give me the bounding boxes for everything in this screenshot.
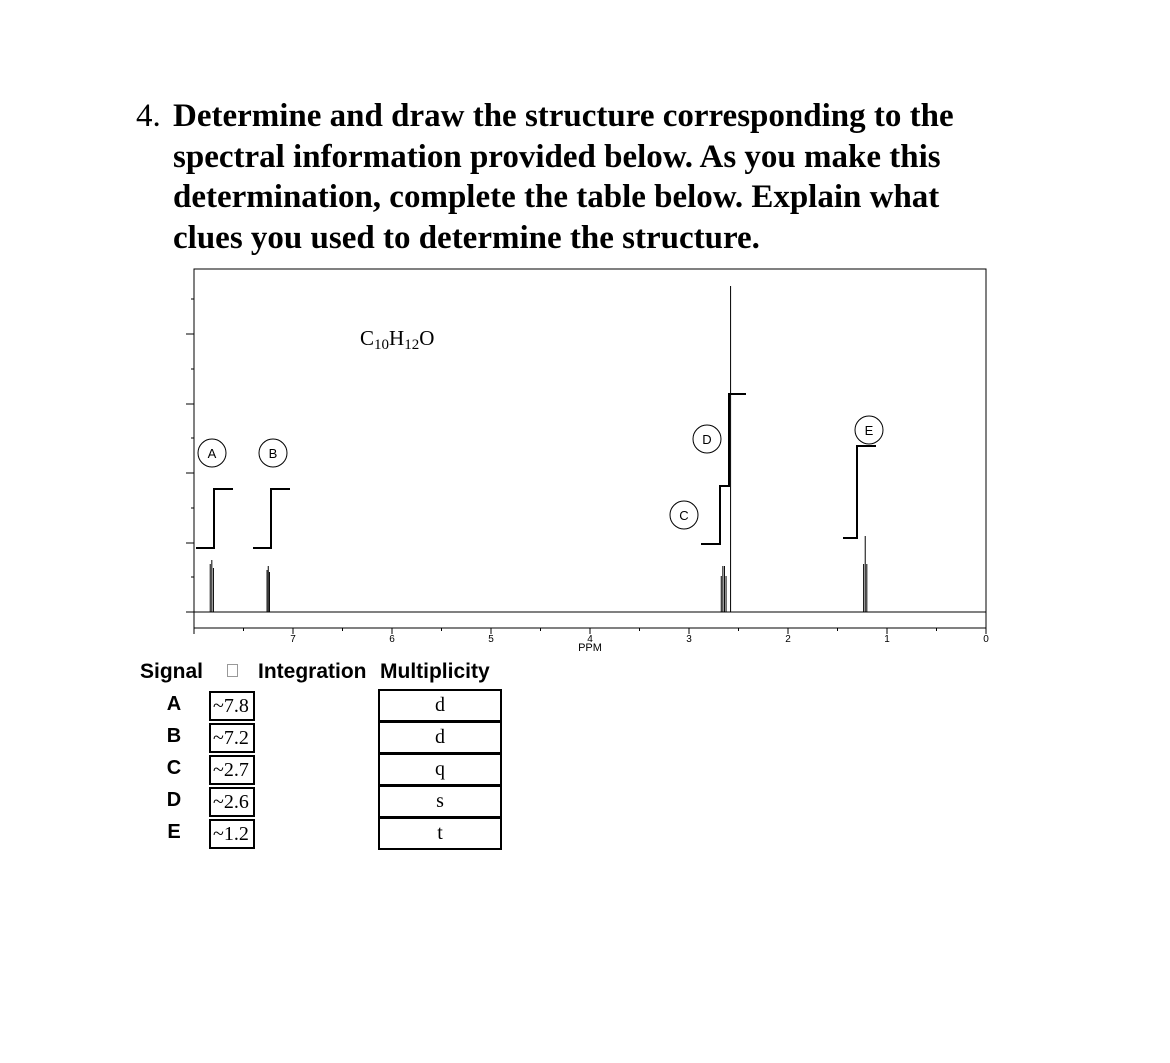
peak-a <box>210 560 213 612</box>
header-signal: Signal <box>140 660 204 683</box>
peaks <box>207 286 867 612</box>
x-tick-label: 3 <box>686 634 692 645</box>
row-label-b: B <box>166 725 182 747</box>
x-tick-label: 1 <box>884 634 890 645</box>
question-number: 4. <box>136 98 161 134</box>
multiplicity-cell-d[interactable]: s <box>378 785 502 818</box>
shift-cell-e[interactable]: ~1.2 <box>209 819 255 849</box>
peak-e <box>864 536 867 612</box>
x-tick-label: 0 <box>983 634 989 645</box>
x-tick-label: 2 <box>785 634 791 645</box>
peak-label: C <box>679 508 689 523</box>
row-label-c: C <box>166 757 182 779</box>
integral-step <box>701 394 746 544</box>
multiplicity-cell-c[interactable]: q <box>378 753 502 786</box>
integral-step <box>196 489 233 548</box>
peak-label: E <box>864 423 874 438</box>
peak-b <box>267 566 269 612</box>
shift-cell-c[interactable]: ~2.7 <box>209 755 255 785</box>
row-label-a: A <box>166 693 182 715</box>
checkbox-icon <box>227 664 238 677</box>
shift-cell-d[interactable]: ~2.6 <box>209 787 255 817</box>
integration-curves <box>196 394 876 548</box>
shift-cell-b[interactable]: ~7.2 <box>209 723 255 753</box>
x-tick-label: 6 <box>389 634 395 645</box>
peak-label: A <box>207 446 217 461</box>
row-label-e: E <box>167 821 181 843</box>
peak-labels <box>198 416 883 529</box>
x-tick-label: 7 <box>290 634 296 645</box>
integral-step <box>253 489 290 548</box>
question-text: Determine and draw the structure corresponding to the spectral information provided below. As you make this determination, complete the table below. Explain what clues you used to determine the structure. <box>173 98 954 256</box>
x-axis-label: PPM <box>578 642 602 654</box>
header-multiplicity: Multiplicity <box>380 660 490 683</box>
multiplicity-cell-b[interactable]: d <box>378 721 502 754</box>
peak-label: D <box>702 432 712 447</box>
molecular-formula: C10H12O <box>360 326 435 353</box>
peak-c <box>721 566 726 612</box>
x-axis-tick-labels <box>290 634 989 645</box>
integral-step <box>843 446 876 538</box>
shift-cell-a[interactable]: ~7.8 <box>209 691 255 721</box>
multiplicity-cell-a[interactable]: d <box>378 689 502 722</box>
x-tick-label: 4 <box>587 634 593 645</box>
x-tick-label: 5 <box>488 634 494 645</box>
left-axis-ticks <box>186 334 194 612</box>
row-label-d: D <box>166 789 182 811</box>
header-integration: Integration <box>258 660 367 683</box>
multiplicity-cell-e[interactable]: t <box>378 817 502 850</box>
peak-label: B <box>268 446 278 461</box>
